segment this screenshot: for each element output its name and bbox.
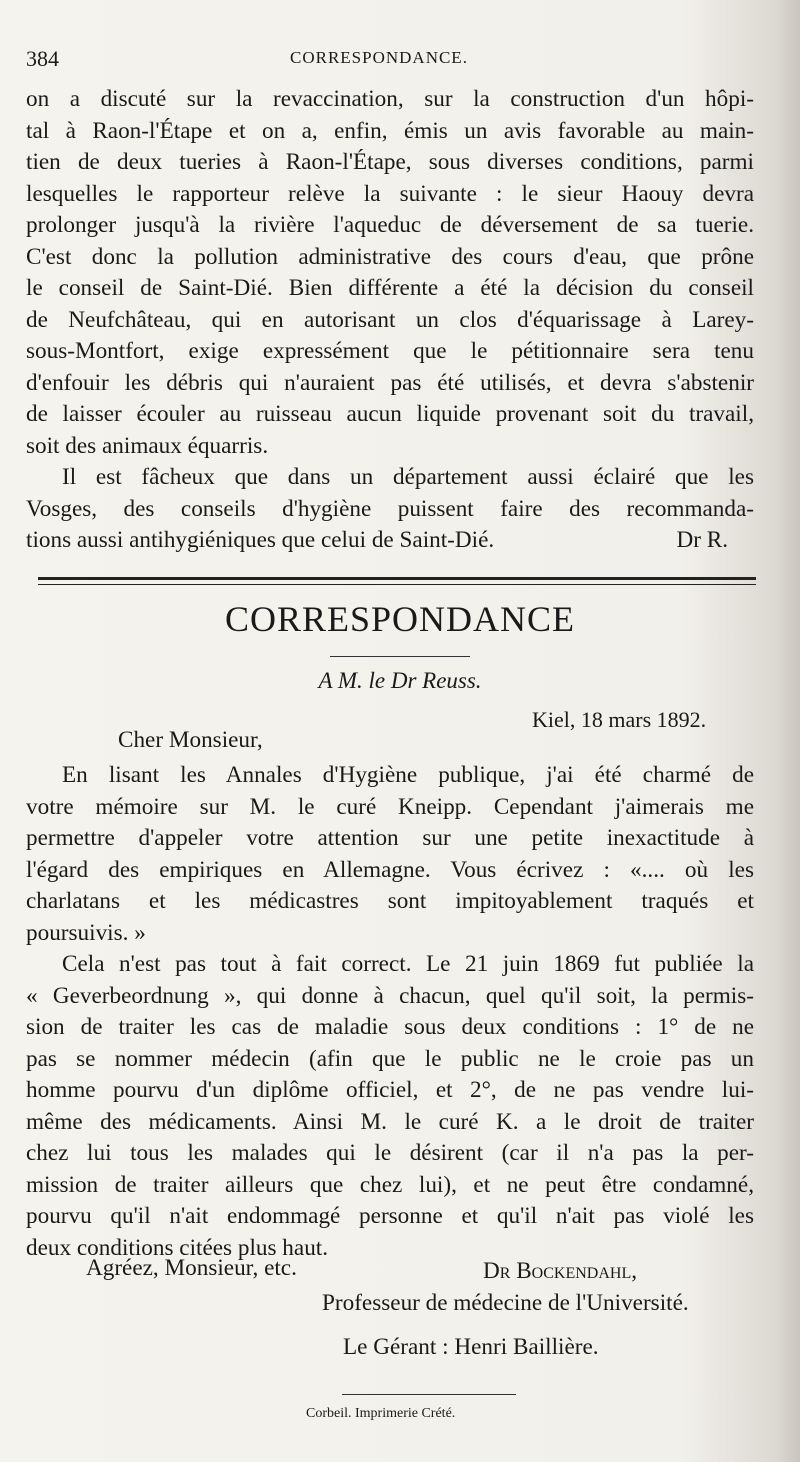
section-title: CORRESPONDANCE bbox=[224, 599, 576, 639]
top-paragraph bbox=[26, 84, 754, 462]
text-line: pas se nommer médecin (afin que le public ne le croie pas un bbox=[26, 1045, 754, 1072]
letter-paragraph-1 bbox=[26, 760, 754, 949]
text-line: soit des animaux équarris. bbox=[26, 432, 269, 459]
text-line-with-signature bbox=[26, 525, 754, 557]
text-line: En lisant les Annales d'Hygiène publique, j'ai été charmé de bbox=[62, 762, 754, 788]
text-line: C'est donc la pollution administrative des cours d'eau, que prône bbox=[26, 243, 754, 270]
text-line: de Neufchâteau, qui en autorisant un clos d'équarissage à Larey- bbox=[26, 306, 754, 333]
printer-imprint: Corbeil. Imprimerie Crété. bbox=[306, 1406, 456, 1421]
text-line: deux conditions citées plus haut. bbox=[26, 1234, 329, 1261]
text-line: le conseil de Saint-Dié. Bien différente a été la décision du conseil bbox=[26, 275, 754, 301]
signer-name: Dr Bockendahl, bbox=[483, 1258, 638, 1284]
text-line: pourvu qu'il n'ait endommagé personne et qu'il n'ait pas violé les bbox=[26, 1203, 754, 1229]
text-line: charlatans et les médicastres sont impitoyablement traqués et bbox=[26, 888, 754, 914]
text-line: mission de traiter ailleurs que chez lui), et ne peut être condamné, bbox=[26, 1171, 754, 1198]
dateline: Kiel, 18 mars 1892. bbox=[532, 707, 707, 732]
text-line: sion de traiter les cas de maladie sous deux conditions : 1° de ne bbox=[26, 1014, 754, 1040]
text-line: lesquelles le rapporteur relève la suivante : le sieur Haouy devra bbox=[26, 180, 754, 207]
text-line: homme pourvu d'un diplôme officiel, et 2°, de ne pas vendre lui- bbox=[26, 1077, 754, 1103]
section-divider-thin bbox=[38, 584, 756, 585]
text-line: sous-Montfort, exige expressément que le pétitionnaire sera tenu bbox=[26, 338, 754, 364]
page-number: 384 bbox=[26, 46, 59, 71]
text-line: Vosges, des conseils d'hygiène puissent faire des recommanda- bbox=[26, 495, 754, 522]
section-divider-thick bbox=[38, 577, 756, 580]
second-paragraph bbox=[26, 462, 754, 557]
title-underline bbox=[330, 656, 470, 657]
author-signature: Dr R. bbox=[676, 527, 728, 553]
text-line: Cela n'est pas tout à fait correct. Le 21 juin 1869 fut publiée la bbox=[62, 951, 754, 977]
text-line: permettre d'appeler votre attention sur une petite inexactitude à bbox=[26, 825, 754, 851]
text-line: « Geverbeordnung », qui donne à chacun, quel qu'il soit, la permis- bbox=[26, 982, 754, 1009]
text-line: votre mémoire sur M. le curé Kneipp. Cependant j'aimerais me bbox=[26, 793, 754, 820]
gerant-line: Le Gérant : Henri Baillière. bbox=[343, 1334, 599, 1360]
running-title: CORRESPONDANCE. bbox=[290, 48, 468, 67]
text-line: de laisser écouler au ruisseau aucun liquide provenant soit du travail, bbox=[26, 401, 754, 427]
addressee: A M. le Dr Reuss. bbox=[318, 668, 482, 693]
text-line: d'enfouir les débris qui n'auraient pas été utilisés, et devra s'abstenir bbox=[26, 369, 754, 396]
text-line: même des médicaments. Ainsi M. le curé K. a le droit de traiter bbox=[26, 1108, 754, 1135]
text-line: l'égard des empiriques en Allemagne. Vous écrivez : «.... où les bbox=[26, 856, 754, 883]
text-line: tien de deux tueries à Raon-l'Étape, sous diverses conditions, parmi bbox=[26, 149, 754, 175]
text-line: Il est fâcheux que dans un département aussi éclairé que les bbox=[62, 464, 754, 490]
letter-paragraph-2 bbox=[26, 949, 754, 1264]
text-line: on a discuté sur la revaccination, sur la construction d'un hôpi- bbox=[26, 86, 754, 112]
text-line: chez lui tous les malades qui le désirent (car il n'a pas la per- bbox=[26, 1140, 754, 1166]
footer-divider bbox=[342, 1394, 516, 1395]
text-line: tal à Raon-l'Étape et on a, enfin, émis un avis favorable au main- bbox=[26, 117, 754, 144]
text-line: prolonger jusqu'à la rivière l'aqueduc de déversement de sa tuerie. bbox=[26, 212, 754, 238]
text-line: tions aussi antihygiéniques que celui de Saint-Dié. bbox=[26, 527, 495, 553]
salutation: Cher Monsieur, bbox=[118, 727, 263, 753]
signer-title: Professeur de médecine de l'Université. bbox=[322, 1290, 689, 1316]
closing-greeting: Agréez, Monsieur, etc. bbox=[86, 1255, 297, 1281]
text-line: poursuivis. » bbox=[26, 919, 146, 946]
